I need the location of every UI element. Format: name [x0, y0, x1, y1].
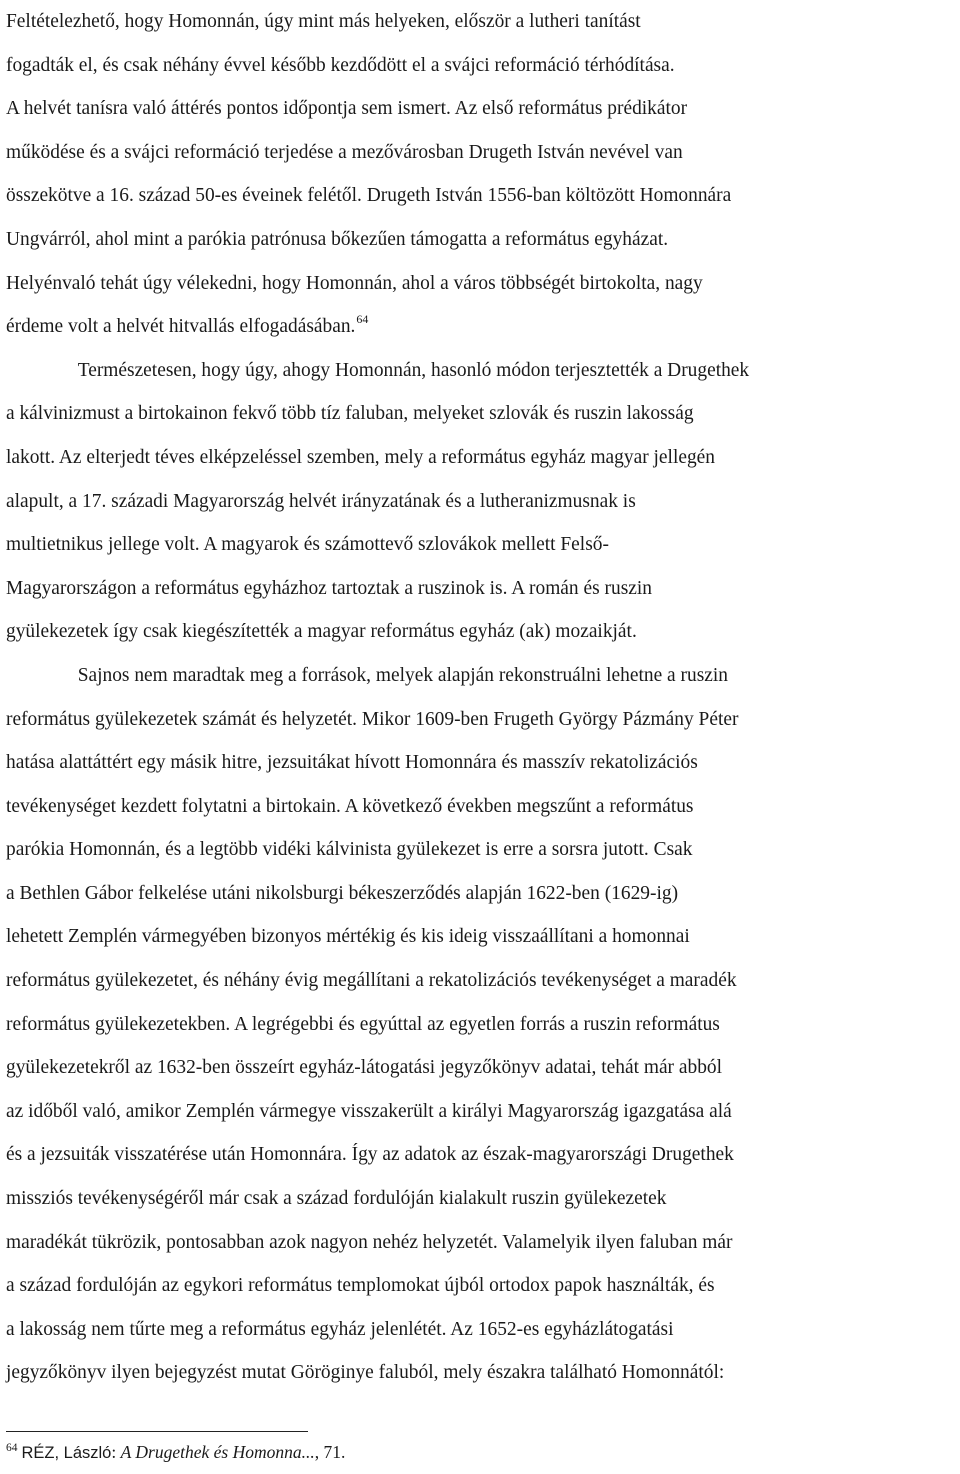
text-line: a század fordulóján az egykori református templomokat újból ortodox papok használták, és	[6, 1275, 715, 1297]
footnote-reference[interactable]: 64	[356, 311, 369, 326]
text-line: református gyülekezetekben. A legrégebbi és egyúttal az egyetlen forrás a ruszin református	[6, 1013, 720, 1035]
footnote-author: RÉZ, László	[21, 1444, 112, 1462]
document-page	[6, 0, 958, 1395]
text-line: működése és a svájci reformáció terjedése a mezővárosban Drugeth István nevével van	[6, 141, 683, 163]
text-line: multietnikus jellege volt. A magyarok és számottevő szlovákok mellett Felső-	[6, 534, 609, 556]
text-line: Ungvárról, ahol mint a parókia patrónusa bőkezűen támogatta a református egyházat.	[6, 228, 669, 250]
text-line: református gyülekezetet, és néhány évig megállítani a rekatolizációs tevékenységet a maradék	[6, 970, 737, 992]
text-line: fogadták el, és csak néhány évvel később kezdődött el a svájci reformáció térhódítása.	[6, 54, 675, 76]
text-line: gyülekezetek így csak kiegészítették a magyar református egyház (ak) mozaikját.	[6, 621, 637, 643]
paragraph-start-line: Sajnos nem maradtak meg a források, melyek alapján rekonstruálni lehetne a ruszin	[77, 664, 728, 686]
footnote-page: , 71.	[314, 1442, 346, 1462]
text-line: lakott. Az elterjedt téves elképzeléssel szemben, mely a református egyház magyar jellegén	[6, 446, 716, 468]
text-line: gyülekezetekről az 1632-ben összeírt egyház-látogatási jegyzőkönyv adatai, tehát már abból	[6, 1057, 723, 1079]
text-line: és a jezsuiták visszatérése után Homonnára. Így az adatok az észak-magyarországi Drugethek	[6, 1144, 734, 1166]
text-line: Feltételezhető, hogy Homonnán, úgy mint más helyeken, először a lutheri tanítást	[6, 11, 641, 32]
text-line: a kálvinizmust a birtokainon fekvő több tíz faluban, melyeket szlovák és ruszin lakosság	[6, 403, 694, 425]
text-line: Helyénvaló tehát úgy vélekedni, hogy Homonnán, ahol a város többségét birtokolta, nagy	[6, 272, 703, 294]
footnote-title: A Drugethek és Homonna...	[120, 1442, 315, 1462]
text-line: alapult, a 17. századi Magyarország helvét irányzatának és a lutheranizmusnak is	[6, 490, 636, 512]
text-line: református gyülekezetek számát és helyzetét. Mikor 1609-ben Frugeth György Pázmány Péter	[6, 708, 739, 730]
text-line: Magyarországon a református egyházhoz tartoztak a ruszinok is. A román és ruszin	[6, 577, 652, 599]
footnote-separator	[6, 1431, 308, 1432]
text-line: tevékenységet kezdett folytatni a birtokain. A következő években megszűnt a református	[6, 795, 694, 817]
footnote-separator-text: :	[111, 1442, 121, 1462]
text-line-content: érdeme volt a helvét hitvallás elfogadásában.	[6, 316, 356, 338]
text-line: A helvét tanísra való áttérés pontos időpontja sem ismert. Az első református prédikátor	[6, 98, 688, 120]
text-line: missziós tevékenységéről már csak a század fordulóján kialakult ruszin gyülekezetek	[6, 1188, 667, 1210]
text-line: összekötve a 16. század 50-es éveinek felétől. Drugeth István 1556-ban költözött Homonnára	[6, 185, 732, 207]
text-line: a lakosság nem tűrte meg a református egyház jelenlétét. Az 1652-es egyházlátogatási	[6, 1318, 674, 1340]
footnote-number: 64	[6, 1442, 18, 1455]
document-body	[6, 0, 958, 1395]
text-line: lehetett Zemplén vármegyében bizonyos mértékig és kis ideig visszaállítani a homonnai	[6, 926, 690, 948]
text-line-with-footnote	[6, 305, 954, 349]
text-line: az időből való, amikor Zemplén vármegye visszakerült a királyi Magyarország igazgatása alá	[6, 1100, 732, 1122]
footnote	[6, 1440, 345, 1465]
text-line: maradékát tükrözik, pontosabban azok nagyon nehéz helyzetét. Valamelyik ilyen faluban már	[6, 1231, 733, 1253]
paragraph-start-line: Természetesen, hogy úgy, ahogy Homonnán, hasonló módon terjesztették a Drugethek	[77, 359, 750, 381]
text-line: jegyzőkönyv ilyen bejegyzést mutat Göröginye faluból, mely északra található Homonnától:	[6, 1362, 725, 1384]
text-line: a Bethlen Gábor felkelése utáni nikolsburgi békeszerződés alapján 1622-ben (1629-ig)	[6, 882, 679, 904]
text-line: parókia Homonnán, és a legtöbb vidéki kálvinista gyülekezet is erre a sorsra jutott. Csak	[6, 839, 693, 861]
text-line: hatása alattáttért egy másik hitre, jezsuitákat hívott Homonnára és masszív rekatolizációs	[6, 752, 698, 774]
